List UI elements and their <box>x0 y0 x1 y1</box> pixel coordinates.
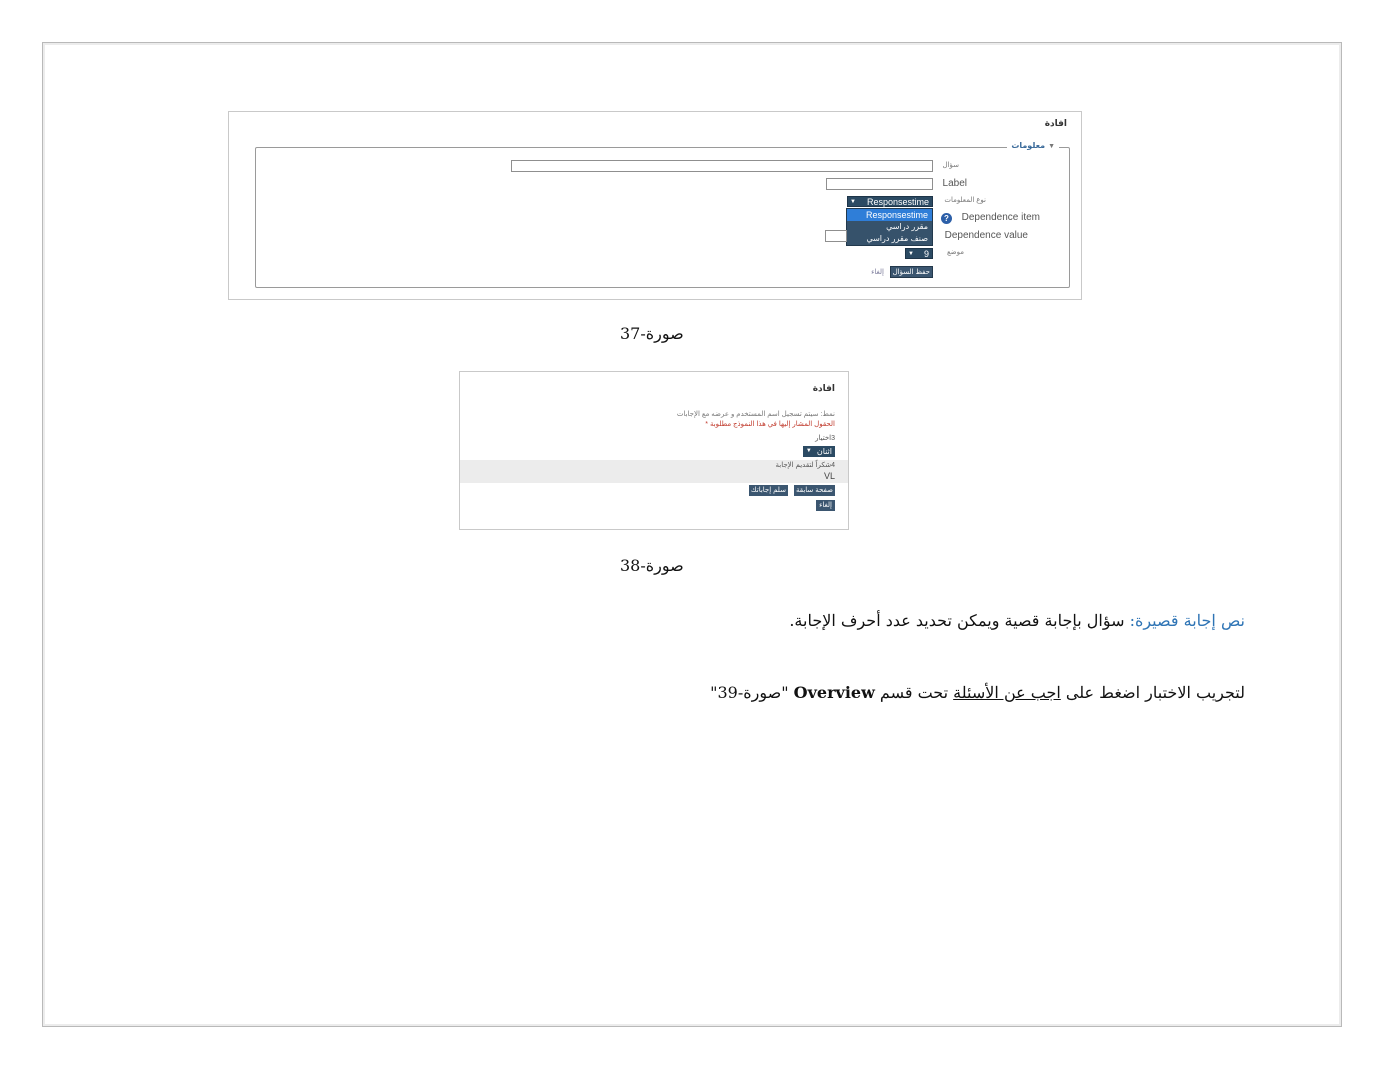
q3-label: 3اختيار <box>815 435 835 442</box>
fieldset-legend[interactable] <box>1007 141 1059 150</box>
info-type-selected: Responsestime <box>866 197 929 207</box>
help-icon[interactable]: ? <box>941 213 952 224</box>
chevron-down-icon: ▼ <box>908 251 914 257</box>
info-type-dropdown <box>846 208 933 246</box>
required-fields-note: الحقول المشار إليها في هذا النموذج مطلوبة * <box>705 421 835 428</box>
label-input[interactable] <box>826 178 933 190</box>
question-input[interactable] <box>511 160 933 172</box>
figure-37-caption: صورة-37 <box>620 324 684 343</box>
short-answer-term: نص إجابة قصيرة: <box>1129 611 1245 630</box>
dependence-value-label: Dependence value <box>944 230 1028 241</box>
dependence-value-input[interactable] <box>825 230 847 242</box>
chevron-down-icon: ▼ <box>805 448 812 454</box>
dropdown-option[interactable]: صنف مقرر دراسي <box>866 234 928 243</box>
test-middle: تحت قسم <box>874 683 954 702</box>
figure-38-title: افادة <box>812 383 835 393</box>
figure-38-caption: صورة-38 <box>620 556 684 575</box>
chevron-down-icon: ▼ <box>850 199 856 205</box>
cancel-link[interactable]: إلغاء <box>871 269 884 276</box>
figure-38-screenshot <box>459 371 849 530</box>
dropdown-option[interactable]: Responsestime <box>847 209 932 221</box>
short-answer-description: سؤال بإجابة قصية ويمكن تحديد عدد أحرف الإجابة. <box>789 611 1130 630</box>
test-prefix: لتجريب الاختبار اضغط على <box>1060 683 1245 702</box>
q3-selected-value: اثنان <box>816 447 832 456</box>
save-question-button[interactable]: حفظ السؤال <box>890 266 933 278</box>
figure-37-title: افادة <box>1044 118 1067 128</box>
position-value: 9 <box>923 249 929 259</box>
answer-questions-link-text: اجب عن الأسئلة <box>953 683 1061 702</box>
short-answer-paragraph <box>789 611 1245 630</box>
test-instructions-paragraph <box>710 683 1245 702</box>
q3-select[interactable] <box>803 446 835 457</box>
position-select[interactable] <box>905 248 933 259</box>
overview-term: Overview <box>793 683 875 702</box>
q4-answer[interactable]: VL <box>823 471 835 481</box>
cancel-button[interactable]: إلغاء <box>816 500 835 511</box>
test-suffix: "صورة-39" <box>710 683 794 702</box>
dependence-item-label: Dependence item <box>961 212 1040 223</box>
position-label: موضع <box>946 249 964 256</box>
question-label: سؤال <box>942 162 959 169</box>
label-label: Label <box>942 178 967 189</box>
q4-label: 4شكراً لتقديم الإجابة <box>775 462 835 469</box>
legend-label: معلومات <box>1011 141 1046 150</box>
info-type-label: نوع المعلومات <box>944 197 986 204</box>
mode-text: نمط: سيتم تسجيل اسم المستخدم و عرضه مع الإجابات <box>676 411 835 418</box>
info-type-select[interactable] <box>847 196 933 207</box>
collapse-triangle-icon[interactable]: ▼ <box>1048 143 1055 150</box>
previous-page-button[interactable]: صفحة سابقة <box>796 487 833 494</box>
submit-answers-button[interactable]: سلم إجاباتك <box>750 487 786 494</box>
figure-37-screenshot <box>228 111 1082 300</box>
dropdown-option[interactable]: مقرر دراسي <box>886 222 928 231</box>
